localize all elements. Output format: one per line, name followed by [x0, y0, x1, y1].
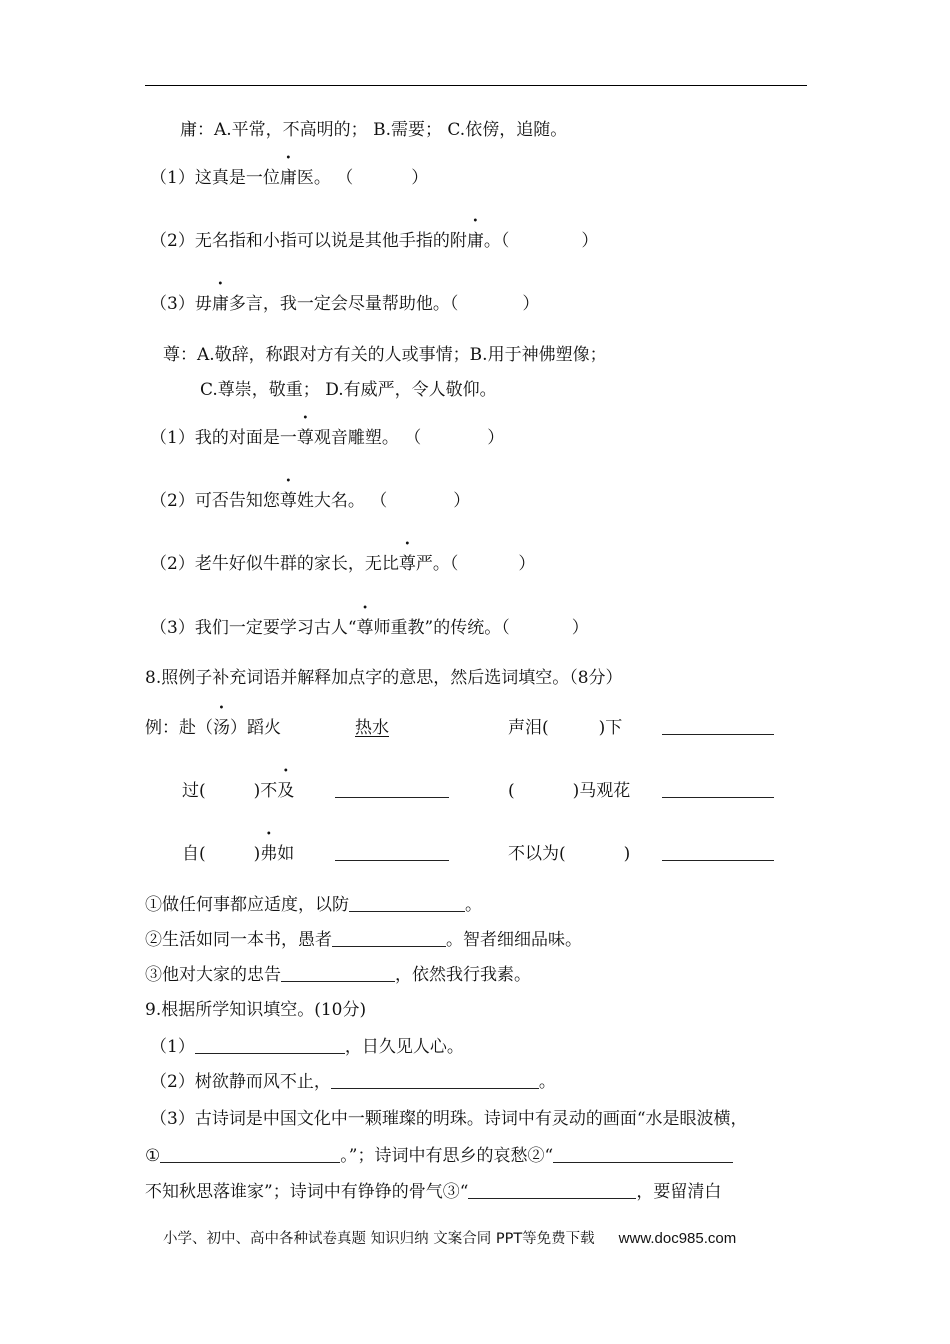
- emphasis-dot-char: 及: [277, 781, 295, 801]
- yong-item-3: （3）毋庸多言，我一定会尽量帮助他。（ ）: [150, 294, 540, 314]
- emphasis-dot-char: 尊: [356, 618, 374, 638]
- fill-blank[interactable]: [349, 893, 465, 912]
- fill-blank[interactable]: [195, 1035, 345, 1054]
- q8-r1c2-blank[interactable]: [662, 716, 774, 740]
- q8-title: 8.照例子补充词语并解释加点字的意思，然后选词填空。（8分）: [145, 668, 623, 688]
- q8-example: 例：赴（汤）蹈火: [145, 718, 281, 738]
- q8-r2c2: ( )马观花: [508, 781, 631, 801]
- q8-r1c2: 声泪( )下: [508, 718, 623, 738]
- footer: [163, 1227, 736, 1248]
- q9-line-5: 不知秋思落谁家”；诗词中有铮铮的骨气③“ ，要留清白: [145, 1182, 722, 1202]
- zun-definition-1: 尊：A.敬辞，称跟对方有关的人或事情；B.用于神佛塑像；: [163, 345, 607, 365]
- fill-blank[interactable]: [281, 963, 395, 982]
- fill-blank[interactable]: [331, 1070, 539, 1089]
- q9-line-3: （3）古诗词是中国文化中一颗璀璨的明珠。诗词中有灵动的画面“水是眼波横，: [150, 1109, 748, 1129]
- zun-item-1: （1）我的对面是一尊观音雕塑。 （ ）: [150, 428, 505, 448]
- q8-r3c2: 不以为( ): [508, 844, 631, 864]
- emphasis-dot-char: 庸: [279, 168, 297, 188]
- emphasis-dot-char: 尊: [296, 428, 314, 448]
- emphasis-dot-char: 尊: [279, 491, 297, 511]
- q8-r3c1-blank[interactable]: [335, 842, 449, 866]
- zun-item-2: （2）可否告知您尊姓大名。 （ ）: [150, 491, 471, 511]
- footer-text: 小学、初中、高中各种试卷真题 知识归纳 文案合同 PPT等免费下载: [163, 1231, 595, 1247]
- yong-item-2: （2）无名指和小指可以说是其他手指的附庸。（ ）: [150, 231, 599, 251]
- q8-r2c1-blank[interactable]: [335, 779, 449, 803]
- q9-line-4: ① 。”；诗词中有思乡的哀愁②“: [145, 1144, 733, 1168]
- fill-blank[interactable]: [468, 1180, 636, 1199]
- header-rule: [145, 85, 807, 86]
- emphasis-dot-char: 弗: [260, 844, 278, 864]
- fill-blank[interactable]: [332, 928, 446, 947]
- q9-line-2: （2）树欲静而风不止， 。: [150, 1072, 556, 1092]
- emphasis-dot-char: 汤: [213, 718, 230, 738]
- q8-r2c1: 过( )不及: [182, 781, 295, 801]
- emphasis-dot-char: 庸: [211, 294, 229, 314]
- zun-item-3: （2）老牛好似牛群的家长，无比尊严。（ ）: [150, 554, 536, 574]
- q8-example-answer: 热水: [355, 718, 389, 738]
- fill-blank[interactable]: [160, 1144, 340, 1163]
- zun-item-4: （3）我们一定要学习古人“尊师重教”的传统。（ ）: [150, 618, 589, 638]
- q8-sentence-3: ③他对大家的忠告 ，依然我行我素。: [145, 965, 531, 985]
- zun-definition-2: C.尊崇，敬重； D.有威严，令人敬仰。: [200, 380, 497, 400]
- q8-r3c2-blank[interactable]: [662, 842, 774, 866]
- q9-title: 9.根据所学知识填空。(10分): [145, 1000, 367, 1020]
- q8-sentence-1: ①做任何事都应适度，以防 。: [145, 895, 482, 915]
- yong-item-1: （1）这真是一位庸医。 （ ）: [150, 168, 429, 188]
- q8-r3c1: 自( )弗如: [182, 844, 295, 864]
- emphasis-dot-char: 庸: [466, 231, 484, 251]
- yong-definition: 庸：A.平常，不高明的； B.需要； C.依傍，追随。: [180, 120, 568, 140]
- q9-line-1: （1） ，日久见人心。: [150, 1037, 464, 1057]
- emphasis-dot-char: 尊: [398, 554, 416, 574]
- q8-sentence-2: ②生活如同一本书，愚者 。智者细细品味。: [145, 930, 582, 950]
- q8-r2c2-blank[interactable]: [662, 779, 774, 803]
- fill-blank[interactable]: [553, 1144, 733, 1163]
- footer-site-link[interactable]: www.doc985.com: [618, 1230, 737, 1247]
